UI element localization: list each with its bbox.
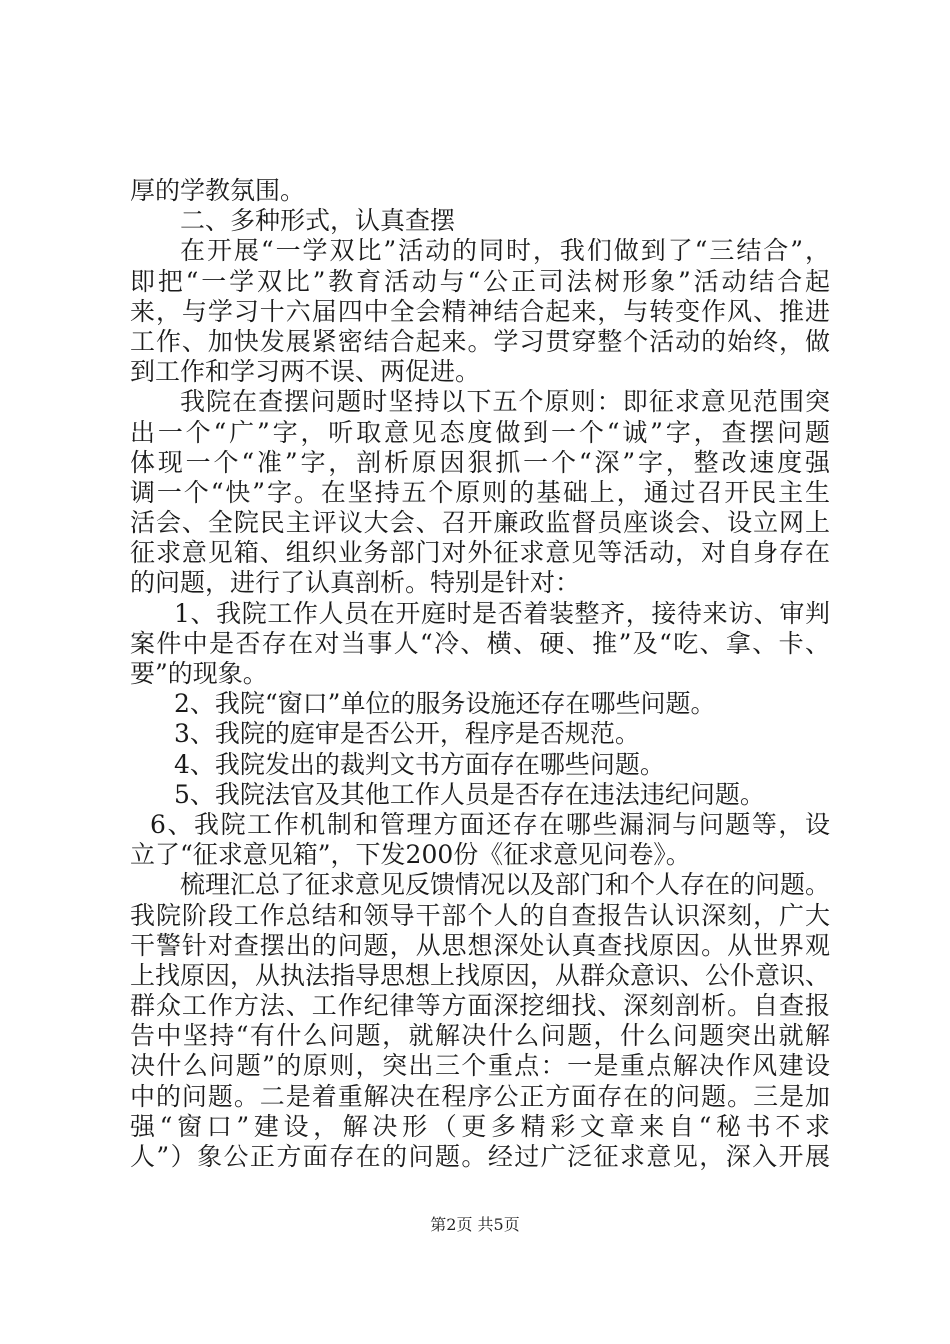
paragraph-line: 在开展“一学双比”活动的同时，我们做到了“三结合”， <box>180 236 830 266</box>
list-item: 4、我院发出的裁判文书方面存在哪些问题。 <box>174 749 665 779</box>
paragraph-line: 征求意见箱、组织业务部门对外征求意见等活动，对自身存在 <box>130 538 830 568</box>
list-item: 1、我院工作人员在开庭时是否着装整齐，接待来访、审判 <box>174 598 830 628</box>
section-heading: 二、多种形式，认真查摆 <box>180 206 456 236</box>
paragraph-line: 的问题，进行了认真剖析。特别是针对： <box>130 568 581 598</box>
list-item: 3、我院的庭审是否公开，程序是否规范。 <box>174 719 640 749</box>
paragraph-line: 强“窗口”建设，解决形（更多精彩文章来自“秘书不求 <box>130 1111 830 1141</box>
page-footer <box>0 1214 950 1236</box>
paragraph-line: 活会、全院民主评议大会、召开廉政监督员座谈会、设立网上 <box>130 508 830 538</box>
paragraph-line: 中的问题。二是着重解决在程序公正方面存在的问题。三是加 <box>130 1081 830 1111</box>
paragraph-line: 调一个“快”字。在坚持五个原则的基础上，通过召开民主生 <box>130 477 830 507</box>
paragraph-line: 体现一个“准”字，剖析原因狠抓一个“深”字，整改速度强 <box>130 447 830 477</box>
document-body <box>130 176 830 1172</box>
list-item-continuation: 立了“征求意见箱”，下发200份《征求意见问卷》。 <box>130 840 691 870</box>
paragraph-line: 即把“一学双比”教育活动与“公正司法树形象”活动结合起 <box>130 266 830 296</box>
list-item: 5、我院法官及其他工作人员是否存在违法违纪问题。 <box>174 779 765 809</box>
paragraph-line: 干警针对查摆出的问题，从思想深处认真查找原因。从世界观 <box>130 930 830 960</box>
paragraph-line: 我院阶段工作总结和领导干部个人的自查报告认识深刻，广大 <box>130 900 830 930</box>
list-item-continuation: 要”的现象。 <box>130 659 268 688</box>
page-number: 第2页 共5页 <box>430 1215 520 1234</box>
paragraph-line: 来，与学习十六届四中全会精神结合起来，与转变作风、推进 <box>130 296 830 326</box>
paragraph-line: 人”）象公正方面存在的问题。经过广泛征求意见，深入开展 <box>130 1142 830 1171</box>
paragraph-line: 告中坚持“有什么问题，就解决什么问题，什么问题突出就解 <box>130 1021 830 1051</box>
paragraph-line: 我院在查摆问题时坚持以下五个原则：即征求意见范围突 <box>180 387 830 417</box>
list-item: 2、我院“窗口”单位的服务设施还存在哪些问题。 <box>174 689 716 719</box>
list-item: 6、我院工作机制和管理方面还存在哪些漏洞与问题等，设 <box>150 809 830 839</box>
paragraph-line: 群众工作方法、工作纪律等方面深挖细找、深刻剖析。自查报 <box>130 991 830 1021</box>
paragraph-line: 决什么问题”的原则，突出三个重点：一是重点解决作风建设 <box>130 1051 830 1081</box>
paragraph-line: 出一个“广”字，听取意见态度做到一个“诚”字，查摆问题 <box>130 417 830 447</box>
paragraph-line: 到工作和学习两不误、两促进。 <box>130 357 481 387</box>
paragraph-line: 梳理汇总了征求意见反馈情况以及部门和个人存在的问题。 <box>180 870 831 900</box>
paragraph-line: 上找原因，从执法指导思想上找原因，从群众意识、公仆意识、 <box>130 960 831 990</box>
paragraph-line: 厚的学教氛围。 <box>130 176 306 205</box>
list-item-continuation: 案件中是否存在对当事人“冷、横、硬、推”及“吃、拿、卡、 <box>130 628 830 658</box>
paragraph-line: 工作、加快发展紧密结合起来。学习贯穿整个活动的始终，做 <box>130 326 830 356</box>
